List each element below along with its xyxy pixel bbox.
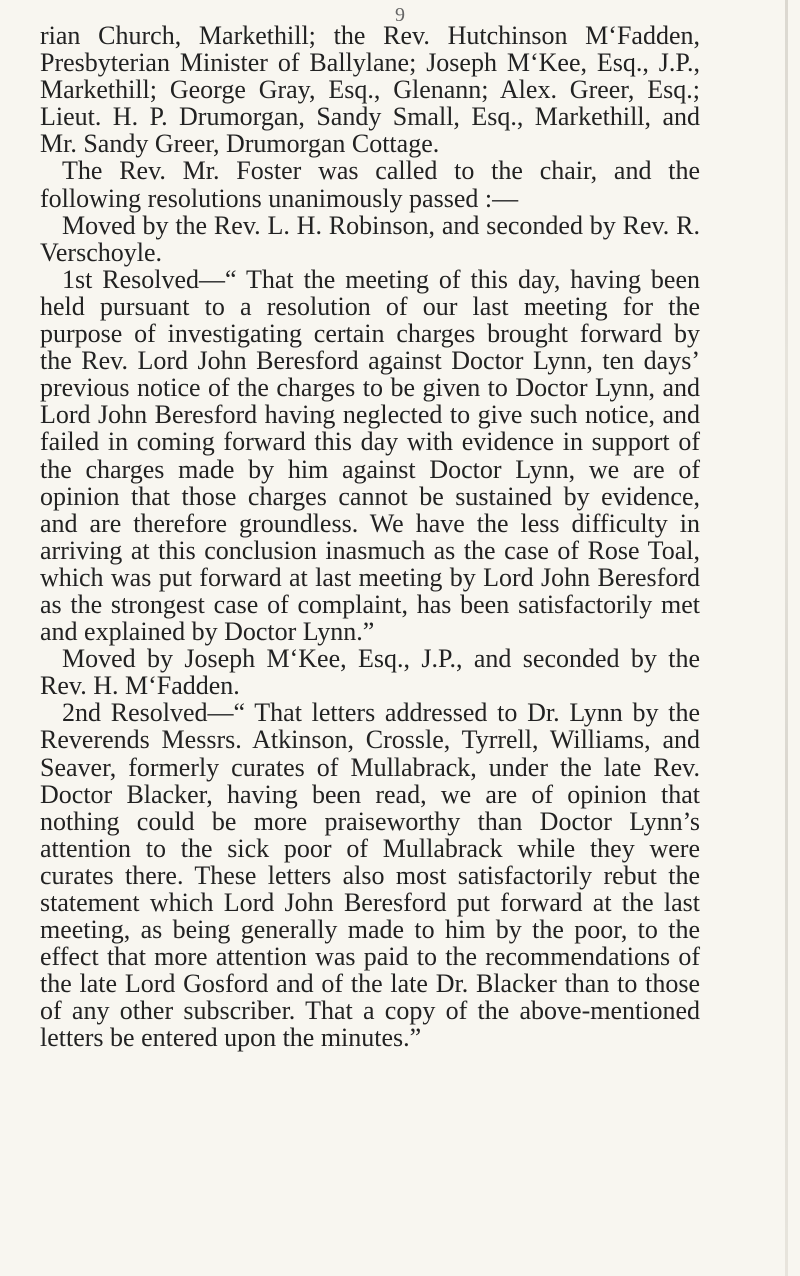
paragraph-resolution-1: 1st Resolved—“ That the meeting of this day, having been held pursuant to a resolution of our last meeting for the purpose of investigating certain charges brought forward by the Rev. Lord John Beresford against Doctor Lynn, ten days’ previous notice of the charges to be given to Doctor Lynn, and Lord John Beresford having neglected to give such notice, and failed in coming forward this day with evidence in support of the charges made by him against Doctor Lynn, we are of opinion that those charges cannot be sustained by evidence, and are therefore groundless. We have the less difficulty in arriving at this conclusion inasmuch as the case of Rose Toal, which was put forward at last meeting by Lord John Beresford as the strongest case of complaint, has been satisfactorily met and explained by Doctor Lynn.” — [40, 264, 700, 647]
paragraph-resolution-2: 2nd Resolved—“ That letters addressed to Dr. Lynn by the Reverends Messrs. Atkinson, Crossle, Tyrrell, Williams, and Seaver, formerly curates of Mullabrack, under the late Rev. Doctor Blacker, having been read, we are of opinion that nothing could be more praiseworthy than Doctor Lynn’s attention to the sick poor of Mullabrack while they were curates there. These letters also most satisfactorily rebut the statement which Lord John Beresford put forward at the last meeting, as being generally made to him by the poor, to the effect that more attention was paid to the recommendations of the late Lord Gosford and of the late Dr. Blacker than to those of any other subscriber. That a copy of the above-mentioned letters be entered upon the minutes.” — [40, 698, 700, 1053]
paragraph-attendees: rian Church, Markethill; the Rev. Hutchinson M‘Fadden, Presbyterian Minister of Ballylane; Joseph M‘Kee, Esq., J.P., Markethill; George Gray, Esq., Glenann; Alex. Greer, Esq.; Lieut. H. P. Drumorgan, Sandy Small, Esq., Markethill, and Mr. Sandy Greer, Drumorgan Cottage. — [40, 21, 700, 159]
paragraph-motion-1: Moved by the Rev. L. H. Robinson, and seconded by Rev. R. Verschoyle. — [40, 210, 700, 267]
page-edge-shadow — [785, 0, 788, 1276]
page-number: 9 — [395, 4, 405, 26]
paragraph-chair: The Rev. Mr. Foster was called to the chair, and the following resolutions unanimously passed :— — [40, 156, 700, 213]
paragraph-motion-2: Moved by Joseph M‘Kee, Esq., J.P., and seconded by the Rev. H. M‘Fadden. — [40, 644, 700, 701]
body-text — [40, 22, 700, 1052]
